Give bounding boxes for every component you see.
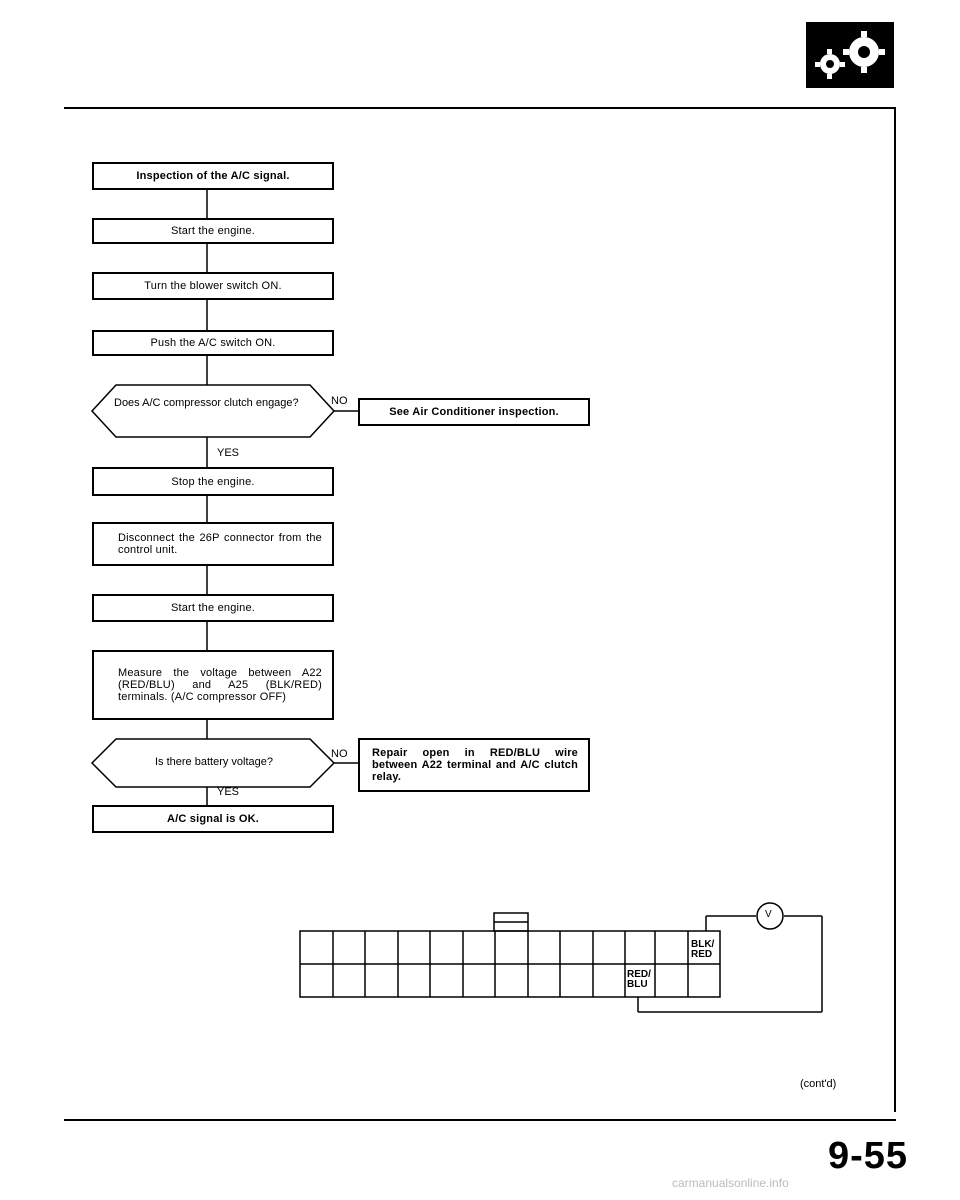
result-ac-inspection-box xyxy=(358,398,590,426)
no-label-2: NO xyxy=(331,748,348,760)
result-repair-box xyxy=(358,738,590,792)
step-blower-text: Turn the blower switch ON. xyxy=(144,280,282,292)
step-stop-text: Stop the engine. xyxy=(171,475,255,488)
decision-clutch-text xyxy=(114,397,314,409)
result-ok-box xyxy=(92,805,334,833)
connector-26p-diagram xyxy=(300,903,822,1012)
terminal-blk-red-line2: RED xyxy=(691,949,713,960)
result-repair-text: Repair open in RED/BLU wire between A22 terminal and A/C clutch relay. xyxy=(372,747,578,783)
decision-battery-label: Is there battery voltage? xyxy=(154,756,273,768)
no-label-1: NO xyxy=(331,395,348,407)
continued-label: (cont'd) xyxy=(800,1078,837,1090)
step-start-text: Start the engine. xyxy=(170,225,256,237)
step-start-again-box xyxy=(92,594,334,622)
terminal-red-blu-line2: BLU xyxy=(627,979,648,990)
step-title-text: Inspection of the A/C signal. xyxy=(136,170,290,182)
step-disconnect-box xyxy=(92,522,334,566)
watermark-text: carmanualsonline.info xyxy=(672,1176,789,1190)
result-ok-text: A/C signal is OK. xyxy=(166,813,260,825)
terminal-blk-red-label xyxy=(691,940,714,960)
step-stop-box xyxy=(92,467,334,496)
step-measure-text: Measure the voltage between A22 (RED/BLU) and A25 (BLK/RED) terminals. (A/C compressor OFF) xyxy=(118,667,322,703)
yes-label-2: YES xyxy=(217,786,240,798)
step-blower-box xyxy=(92,272,334,300)
step-title-box xyxy=(92,162,334,190)
decision-clutch-label: Does A/C compressor clutch engage? xyxy=(114,397,299,409)
decision-clutch-shape xyxy=(92,385,334,437)
result-ac-inspection-text: See Air Conditioner inspection. xyxy=(389,406,559,418)
step-ac-on-text: Push the A/C switch ON. xyxy=(150,337,276,349)
step-disconnect-text: Disconnect the 26P connector from the control unit. xyxy=(118,532,322,556)
step-start-box xyxy=(92,218,334,244)
terminal-red-blu-line1: RED/ xyxy=(627,969,651,980)
terminal-blk-red-line1: BLK/ xyxy=(691,939,715,950)
page-number: 9-55 xyxy=(828,1135,909,1177)
terminal-red-blu-label xyxy=(627,970,651,990)
voltmeter-icon-label: V xyxy=(765,909,772,920)
step-measure-box xyxy=(92,650,334,720)
step-ac-on-box xyxy=(92,330,334,356)
yes-label-1: YES xyxy=(217,447,240,459)
decision-battery-text xyxy=(114,756,314,768)
step-start-again-text: Start the engine. xyxy=(170,602,256,614)
